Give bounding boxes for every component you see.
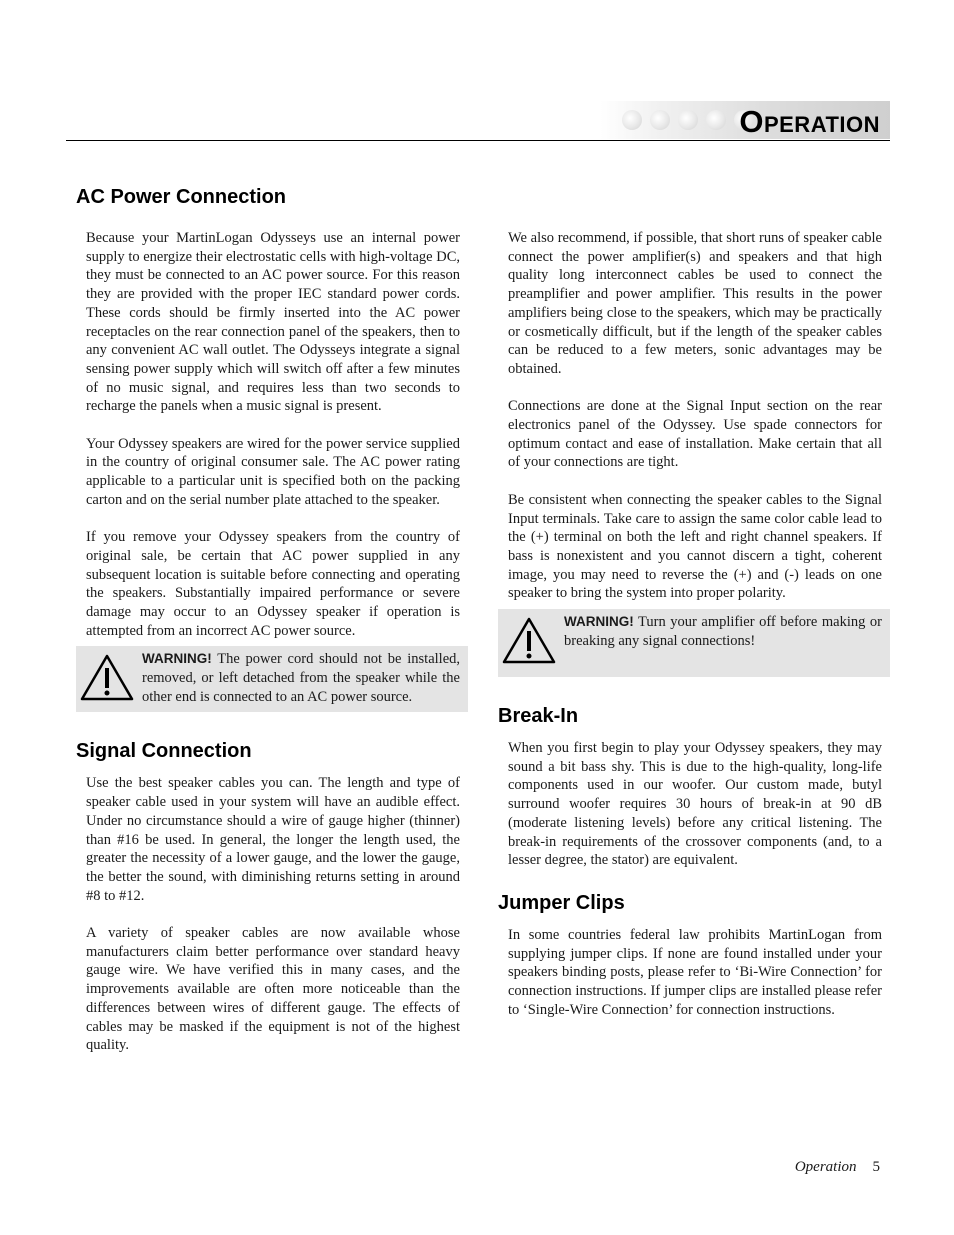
warning-label: WARNING! xyxy=(564,614,634,630)
page-section-title xyxy=(739,104,880,140)
ac-paragraph-2: Your Odyssey speakers are wired for the power service supplied in the country of original consumer sale. The AC power rating applicable to a particular unit is specified both on the packing carton and on the serial number plate attached to the speaker. xyxy=(86,435,460,508)
header-dots-decoration xyxy=(600,101,760,139)
ac-paragraph-3: If you remove your Odyssey speakers from the country of original sale, be certain that AC power supplied in any subsequent location is suitable before connecting and operating the speakers. Substantially impaired performance or severe damage may occur to an Odyssey speaker if operation is attempted from an incorrect AC power source. xyxy=(86,529,460,639)
warning-text: Turn your amplifier off before making or breaking any signal connections! xyxy=(564,614,882,650)
header-rule xyxy=(66,140,890,141)
warning-text: The power cord should not be installed, removed, or left detached from the speaker while the other end is connected to an AC power source. xyxy=(142,651,460,706)
signal-paragraph-2: A variety of speaker cables are now available whose manufacturers claim better performance over standard heavy gauge wire. We have verified this in many cases, and the improvements available are often more noticeable than the differences between wires of different gauge. The effects of cables may be masked if the equipment is not of the highest quality. xyxy=(86,925,460,1054)
signal-connection-heading: Signal Connection xyxy=(76,740,252,763)
left-column xyxy=(76,180,468,1055)
jumper-clips-heading: Jumper Clips xyxy=(498,891,625,914)
break-in-heading: Break-In xyxy=(498,705,579,728)
signal-paragraph-4: Connections are done at the Signal Input section on the rear electronics panel of the Odyssey. Use spade connectors for optimum contact and ease of installation. Make certain that all of your connections are tight. xyxy=(508,398,882,471)
page-footer xyxy=(795,1159,880,1176)
signal-paragraph-1: Use the best speaker cables you can. The length and type of speaker cable used in your system will have an audible effect. Under no circumstance should a wire of gauge higher (thinner) than #16 be used. In general, the longer the length used, the greater the necessity of a lower gauge, and the lower the gauge, the better the sound, with diminishing returns setting in around #8 to #12. xyxy=(86,775,460,904)
signal-warning-box xyxy=(498,609,890,677)
ac-paragraph-1: Because your MartinLogan Odysseys use an internal power supply to energize their electrostatic cells with high-voltage DC, they must be connected to an AC power source. For this reason they are provided with the proper IEC standard power cords. These cords should be firmly inserted into the AC power receptacles on the rear connection panel of the speakers, then to any convenient AC wall outlet. The Odysseys integrate a signal sensing power supply which will switch off after a few minutes of no music signal, and requires less than two seconds to recharge the panels when a music signal is present. xyxy=(86,230,460,415)
warning-icon xyxy=(502,616,556,664)
power-warning-box xyxy=(76,646,468,712)
jumper-clips-paragraph: In some countries federal law prohibits MartinLogan from supplying jumper clips. If none are found installed under your speakers binding posts, please refer to ‘Bi-Wire Connection’ for connection instructions. If jumper clips are installed please refer to ‘Single-Wire Connection’ for connection instructions. xyxy=(508,926,882,1018)
footer-section: Operation xyxy=(794,1159,857,1175)
right-column xyxy=(498,180,890,1019)
page-number: 5 xyxy=(872,1159,880,1175)
break-in-paragraph: When you first begin to play your Odyssey speakers, they may sound a bit bass shy. This is due to the high-quality, long-life components used in our woofer. Our custom made, butyl surround woofer requires 30 hours of break-in at 90 dB (moderate listening levels) before any critical listening. The break-in requirements of the crossover components (and, to a lesser degree, the stator) are equivalent. xyxy=(508,740,882,869)
signal-paragraph-5: Be consistent when connecting the speaker cables to the Signal Input terminals. Take care to assign the same color cable lead to the (+) terminal on both the left and right channel speakers. If bass is nonexistent and you cannot discern a tight, coherent image, you may need to reverse the (+) and (-) leads on one speaker to bring the system into proper polarity. xyxy=(508,491,882,602)
section-title-rest: PERATION xyxy=(763,112,880,137)
warning-label: WARNING! xyxy=(142,651,212,667)
ac-power-heading: AC Power Connection xyxy=(76,186,287,208)
signal-paragraph-3: We also recommend, if possible, that short runs of speaker cable connect the power amplifier(s) and speakers and that high quality long interconnect cables be used to connect the preamplifier and power amplifier. This results in the power amplifiers being close to the speakers, which may be practically or cosmetically difficult, but if the length of the speaker cables can be reduced to a few meters, sonic advantages may be obtained. xyxy=(508,230,882,377)
section-title-initial: O xyxy=(739,104,764,139)
warning-icon xyxy=(80,653,134,701)
